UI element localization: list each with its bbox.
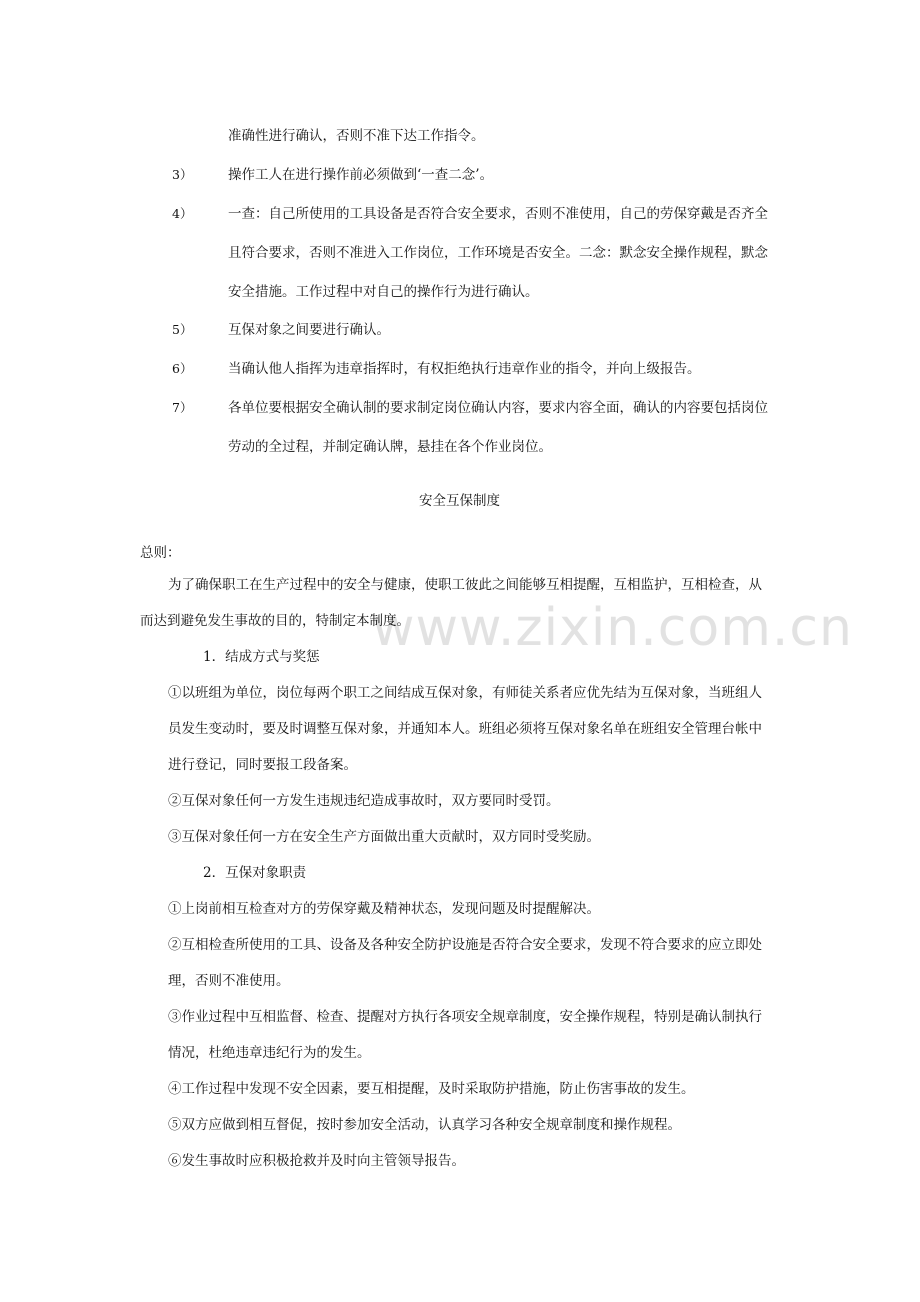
item-text: 安全措施。工作过程中对自己的操作行为进行确认。 (228, 284, 539, 300)
item-number: 5） (172, 322, 193, 337)
item-text: 劳动的全过程，并制定确认牌，悬挂在各个作业岗位。 (228, 439, 552, 455)
subsection-item-line: 员发生变动时，要及时调整互保对象，并通知本人。班组必须将互保对象名单在班组安全管理台帐中 (168, 721, 762, 737)
item-text: 当确认他人指挥为违章指挥时，有权拒绝执行违章作业的指令，并向上级报告。 (228, 361, 701, 377)
item-number: 7） (172, 400, 193, 415)
subsection-item-line: ③互保对象任何一方在安全生产方面做出重大贡献时，双方同时受奖励。 (168, 829, 600, 845)
subsection-item-line: ④工作过程中发现不安全因素，要互相提醒，及时采取防护措施，防止伤害事故的发生。 (168, 1081, 695, 1097)
subsection-item-line: ③作业过程中互相监督、检查、提醒对方执行各项安全规章制度，安全操作规程，特别是确认制执行 (168, 1009, 762, 1025)
subsection-heading: 2．互保对象职责 (203, 865, 307, 881)
item-text: 互保对象之间要进行确认。 (228, 322, 390, 338)
subsection-item-line: ①上岗前相互检查对方的劳保穿戴及精神状态，发现问题及时提醒解决。 (168, 901, 600, 917)
general-paragraph-line: 为了确保职工在生产过程中的安全与健康，使职工彼此之间能够互相提醒，互相监护，互相检查，从 (168, 577, 762, 593)
general-label: 总则： (140, 545, 181, 561)
subsection-item-line: ①以班组为单位，岗位每两个职工之间结成互保对象，有师徒关系者应优先结为互保对象，当班组人 (168, 685, 762, 701)
item-number: 6） (172, 361, 193, 376)
subsection-item-line: ⑤双方应做到相互督促，按时参加安全活动，认真学习各种安全规章制度和操作规程。 (168, 1117, 681, 1133)
intro-line: 准确性进行确认，否则不准下达工作指令。 (228, 128, 485, 144)
general-paragraph-line: 而达到避免发生事故的目的，特制定本制度。 (140, 613, 410, 629)
subsection-item-line: ②互相检查所使用的工具、设备及各种安全防护设施是否符合安全要求，发现不符合要求的应立即处 (168, 937, 762, 953)
item-number: 3） (172, 167, 193, 182)
subsection-heading: 1．结成方式与奖惩 (203, 649, 320, 665)
item-text: 各单位要根据安全确认制的要求制定岗位确认内容，要求内容全面，确认的内容要包括岗位 (228, 400, 768, 416)
item-text: 一查：自己所使用的工具设备是否符合安全要求，否则不准使用，自己的劳保穿戴是否齐全 (228, 206, 768, 222)
item-number: 4） (172, 206, 193, 221)
subsection-item-line: ②互保对象任何一方发生违规违纪造成事故时，双方要同时受罚。 (168, 793, 560, 809)
item-text: 操作工人在进行操作前必须做到‘一查二念’。 (228, 167, 494, 183)
subsection-item-line: 理，否则不准使用。 (168, 973, 290, 989)
subsection-item-line: ⑥发生事故时应积极抢救并及时向主管领导报告。 (168, 1153, 465, 1169)
subsection-item-line: 情况，杜绝违章违纪行为的发生。 (168, 1045, 371, 1061)
subsection-item-line: 进行登记，同时要报工段备案。 (168, 757, 357, 773)
item-text: 且符合要求，否则不准进入工作岗位，工作环境是否安全。二念：默念安全操作规程，默念 (228, 245, 768, 261)
watermark: www.zixin.com.cn (372, 598, 853, 658)
section-title: 安全互保制度 (419, 493, 500, 509)
